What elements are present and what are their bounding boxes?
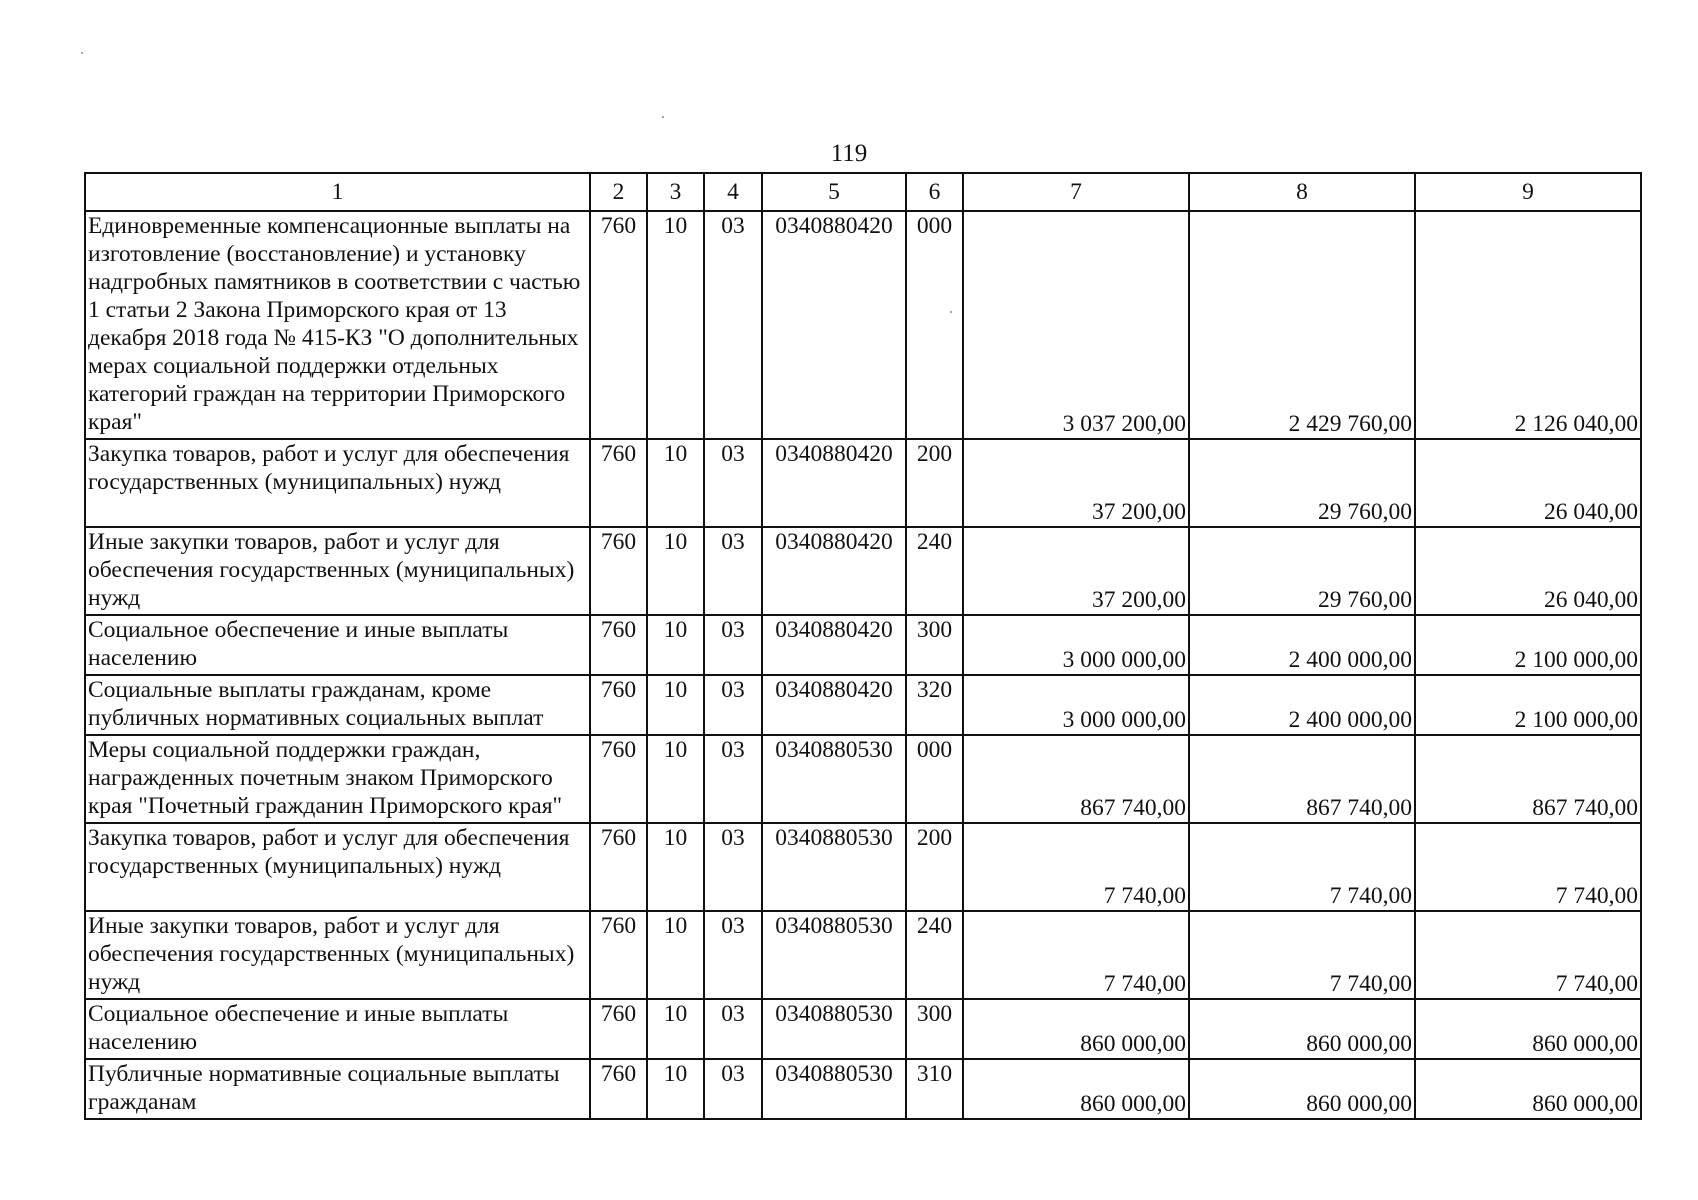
subsection-cell: 03 [704, 439, 762, 527]
amount-year-3-cell: 860 000,00 [1415, 999, 1641, 1059]
amount-year-3-cell: 26 040,00 [1415, 527, 1641, 615]
amount-year-2-cell: 7 740,00 [1189, 911, 1415, 999]
column-header: 3 [647, 173, 704, 211]
table-row [85, 823, 1641, 911]
amount-year-2-cell: 860 000,00 [1189, 999, 1415, 1059]
column-header: 2 [590, 173, 647, 211]
amount-year-3-cell: 26 040,00 [1415, 439, 1641, 527]
subsection-cell: 03 [704, 675, 762, 735]
expense-type-cell: 240 [906, 527, 963, 615]
expense-type-cell: 240 [906, 911, 963, 999]
section-cell: 10 [647, 439, 704, 527]
section-cell: 10 [647, 999, 704, 1059]
table-row [85, 527, 1641, 615]
budget-table [84, 172, 1642, 1120]
expense-type-cell: 000 [906, 735, 963, 823]
table-header-row [85, 173, 1641, 211]
admin-code-cell: 760 [590, 439, 647, 527]
admin-code-cell: 760 [590, 911, 647, 999]
section-cell: 10 [647, 527, 704, 615]
column-header: 4 [704, 173, 762, 211]
amount-year-1-cell: 3 000 000,00 [963, 615, 1189, 675]
page-number: 119 [830, 140, 868, 167]
amount-year-3-cell: 860 000,00 [1415, 1059, 1641, 1119]
target-article-cell: 0340880420 [762, 675, 906, 735]
amount-year-2-cell: 860 000,00 [1189, 1059, 1415, 1119]
row-name-cell: Закупка товаров, работ и услуг для обеспечения государственных (муниципальных) нужд [85, 823, 590, 911]
target-article-cell: 0340880420 [762, 439, 906, 527]
target-article-cell: 0340880530 [762, 999, 906, 1059]
column-header: 8 [1189, 173, 1415, 211]
target-article-cell: 0340880420 [762, 615, 906, 675]
amount-year-1-cell: 3 037 200,00 [963, 211, 1189, 439]
expense-type-cell: 000 [906, 211, 963, 439]
amount-year-2-cell: 2 400 000,00 [1189, 615, 1415, 675]
expense-type-cell: 200 [906, 439, 963, 527]
subsection-cell: 03 [704, 823, 762, 911]
table-row [85, 439, 1641, 527]
admin-code-cell: 760 [590, 999, 647, 1059]
column-header: 9 [1415, 173, 1641, 211]
section-cell: 10 [647, 675, 704, 735]
subsection-cell: 03 [704, 211, 762, 439]
amount-year-3-cell: 867 740,00 [1415, 735, 1641, 823]
row-name-cell: Иные закупки товаров, работ и услуг для обеспечения государственных (муниципальных) нужд [85, 911, 590, 999]
amount-year-2-cell: 7 740,00 [1189, 823, 1415, 911]
amount-year-2-cell: 2 429 760,00 [1189, 211, 1415, 439]
amount-year-1-cell: 860 000,00 [963, 1059, 1189, 1119]
scan-speck [81, 52, 83, 54]
section-cell: 10 [647, 615, 704, 675]
row-name-cell: Социальные выплаты гражданам, кроме публичных нормативных социальных выплат [85, 675, 590, 735]
amount-year-2-cell: 29 760,00 [1189, 439, 1415, 527]
amount-year-3-cell: 2 126 040,00 [1415, 211, 1641, 439]
section-cell: 10 [647, 823, 704, 911]
target-article-cell: 0340880530 [762, 823, 906, 911]
subsection-cell: 03 [704, 911, 762, 999]
section-cell: 10 [647, 1059, 704, 1119]
amount-year-3-cell: 7 740,00 [1415, 823, 1641, 911]
row-name-cell: Социальное обеспечение и иные выплаты населению [85, 999, 590, 1059]
amount-year-1-cell: 860 000,00 [963, 999, 1189, 1059]
admin-code-cell: 760 [590, 1059, 647, 1119]
table-row [85, 675, 1641, 735]
section-cell: 10 [647, 735, 704, 823]
row-name-cell: Меры социальной поддержки граждан, награжденных почетным знаком Приморского края "Почетный гражданин Приморского края" [85, 735, 590, 823]
amount-year-3-cell: 2 100 000,00 [1415, 615, 1641, 675]
expense-type-cell: 200 [906, 823, 963, 911]
table-row [85, 911, 1641, 999]
subsection-cell: 03 [704, 1059, 762, 1119]
amount-year-3-cell: 2 100 000,00 [1415, 675, 1641, 735]
table-row [85, 735, 1641, 823]
scan-speck [950, 311, 952, 313]
admin-code-cell: 760 [590, 527, 647, 615]
amount-year-2-cell: 29 760,00 [1189, 527, 1415, 615]
subsection-cell: 03 [704, 735, 762, 823]
amount-year-1-cell: 37 200,00 [963, 527, 1189, 615]
column-header: 5 [762, 173, 906, 211]
section-cell: 10 [647, 211, 704, 439]
subsection-cell: 03 [704, 999, 762, 1059]
table-row [85, 615, 1641, 675]
target-article-cell: 0340880420 [762, 211, 906, 439]
admin-code-cell: 760 [590, 735, 647, 823]
table-row [85, 999, 1641, 1059]
admin-code-cell: 760 [590, 823, 647, 911]
admin-code-cell: 760 [590, 615, 647, 675]
amount-year-1-cell: 37 200,00 [963, 439, 1189, 527]
subsection-cell: 03 [704, 615, 762, 675]
admin-code-cell: 760 [590, 675, 647, 735]
column-header: 7 [963, 173, 1189, 211]
expense-type-cell: 320 [906, 675, 963, 735]
row-name-cell: Социальное обеспечение и иные выплаты населению [85, 615, 590, 675]
row-name-cell: Закупка товаров, работ и услуг для обеспечения государственных (муниципальных) нужд [85, 439, 590, 527]
expense-type-cell: 300 [906, 999, 963, 1059]
amount-year-1-cell: 7 740,00 [963, 823, 1189, 911]
target-article-cell: 0340880530 [762, 911, 906, 999]
column-header: 6 [906, 173, 963, 211]
expense-type-cell: 310 [906, 1059, 963, 1119]
row-name-cell: Иные закупки товаров, работ и услуг для обеспечения государственных (муниципальных) нужд [85, 527, 590, 615]
target-article-cell: 0340880530 [762, 1059, 906, 1119]
table-row [85, 1059, 1641, 1119]
column-header: 1 [85, 173, 590, 211]
scan-speck [662, 116, 664, 118]
amount-year-1-cell: 7 740,00 [963, 911, 1189, 999]
table-row [85, 211, 1641, 439]
section-cell: 10 [647, 911, 704, 999]
amount-year-2-cell: 867 740,00 [1189, 735, 1415, 823]
admin-code-cell: 760 [590, 211, 647, 439]
amount-year-3-cell: 7 740,00 [1415, 911, 1641, 999]
amount-year-2-cell: 2 400 000,00 [1189, 675, 1415, 735]
expense-type-cell: 300 [906, 615, 963, 675]
target-article-cell: 0340880530 [762, 735, 906, 823]
amount-year-1-cell: 3 000 000,00 [963, 675, 1189, 735]
row-name-cell: Единовременные компенсационные выплаты на изготовление (восстановление) и установку надгробных памятников в соответствии с частью 1 статьи 2 Закона Приморского края от 13 декабря 2018 года № 415-КЗ "О дополнительных мерах социальной поддержки отдельных категорий граждан на территории Приморского края" [85, 211, 590, 439]
amount-year-1-cell: 867 740,00 [963, 735, 1189, 823]
subsection-cell: 03 [704, 527, 762, 615]
target-article-cell: 0340880420 [762, 527, 906, 615]
row-name-cell: Публичные нормативные социальные выплаты гражданам [85, 1059, 590, 1119]
